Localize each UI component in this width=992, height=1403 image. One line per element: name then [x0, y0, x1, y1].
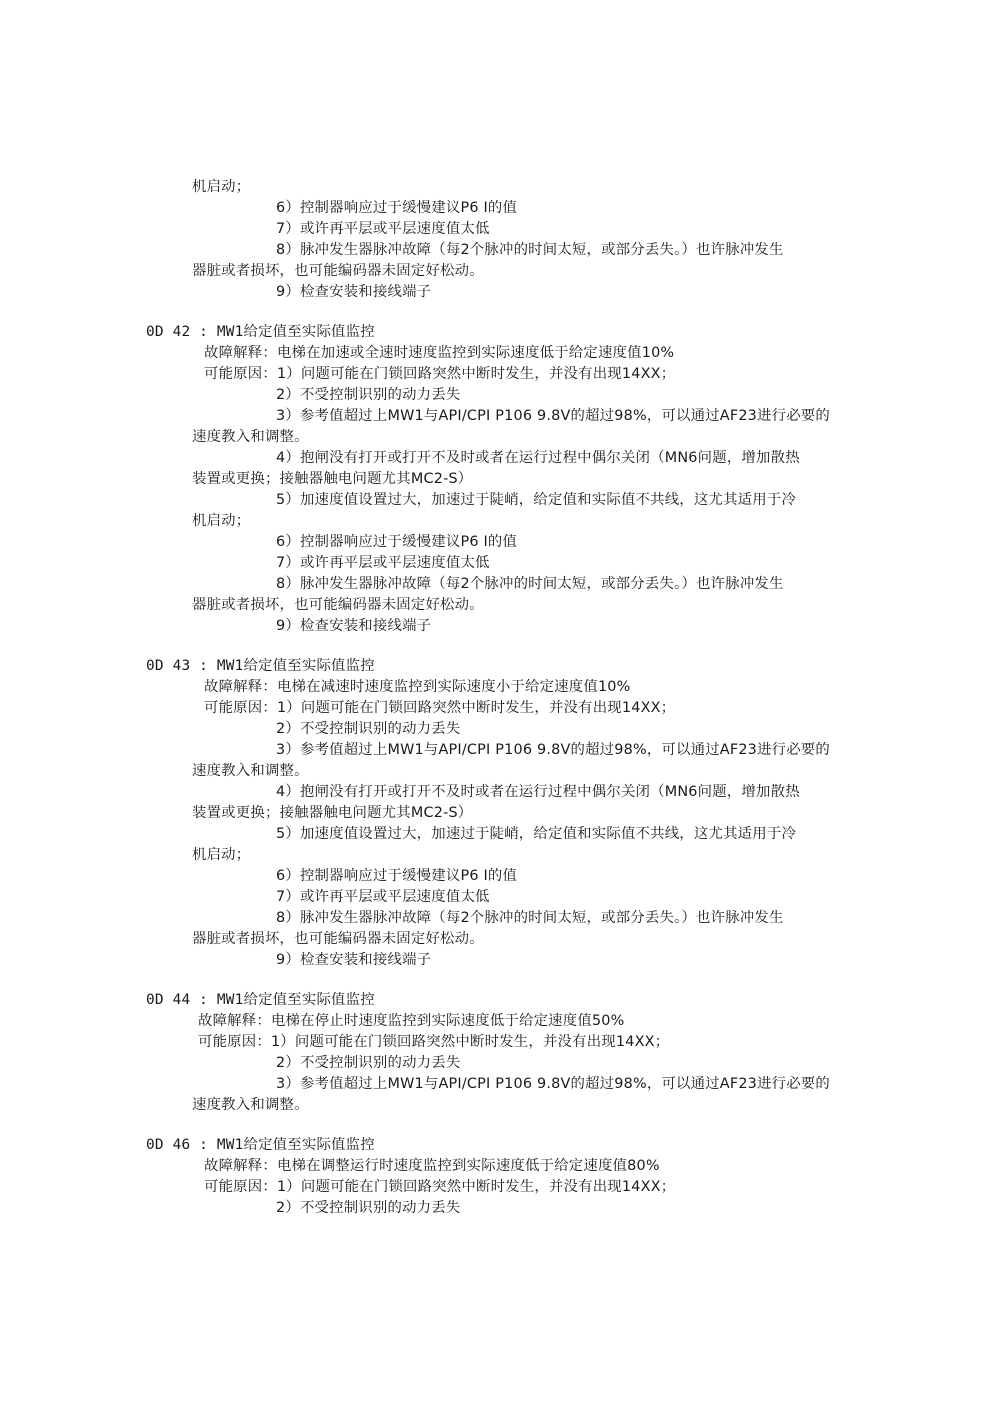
text-line: 故障解释：电梯在加速或全速时速度监控到实际速度低于给定速度值10% [204, 345, 675, 361]
text-line: 8）脉冲发生器脉冲故障（每2个脉冲的时间太短，或部分丢失。）也许脉冲发生 [276, 242, 784, 258]
text-line: 装置或更换；接触器触电问题尤其MC2-S） [192, 471, 473, 487]
text-line: 9）检查安装和接线端子 [276, 952, 432, 968]
text-line: 故障解释：电梯在停止时速度监控到实际速度低于给定速度值50% [198, 1013, 625, 1029]
text-line: 速度教入和调整。 [192, 763, 309, 779]
text-line: 7）或许再平层或平层速度值太低 [276, 555, 490, 571]
section-title: 0D 44 : MW1给定值至实际值监控 [146, 992, 375, 1008]
section-title: 0D 42 : MW1给定值至实际值监控 [146, 324, 375, 340]
text-line: 3）参考值超过上MW1与API/CPI P106 9.8V的超过98%，可以通过AF23进行必要的 [276, 1076, 830, 1092]
section-title: 0D 46 : MW1给定值至实际值监控 [146, 1137, 375, 1153]
text-line: 6）控制器响应过于缓慢建议P6 I的值 [276, 534, 518, 550]
text-line: 故障解释：电梯在减速时速度监控到实际速度小于给定速度值10% [204, 679, 631, 695]
text-line: 4）抱闸没有打开或打开不及时或者在运行过程中偶尔关闭（MN6问题，增加散热 [276, 450, 800, 466]
text-line: 可能原因：1）问题可能在门锁回路突然中断时发生，并没有出现14XX； [204, 1179, 676, 1195]
text-line: 速度教入和调整。 [192, 429, 309, 445]
text-line: 装置或更换；接触器触电问题尤其MC2-S） [192, 805, 473, 821]
text-line: 速度教入和调整。 [192, 1097, 309, 1113]
text-line: 7）或许再平层或平层速度值太低 [276, 889, 490, 905]
text-line: 器脏或者损坏，也可能编码器未固定好松动。 [192, 597, 484, 613]
text-line: 8）脉冲发生器脉冲故障（每2个脉冲的时间太短，或部分丢失。）也许脉冲发生 [276, 910, 784, 926]
text-line: 机启动； [192, 179, 251, 195]
text-line: 2）不受控制识别的动力丢失 [276, 1200, 461, 1216]
text-line: 4）抱闸没有打开或打开不及时或者在运行过程中偶尔关闭（MN6问题，增加散热 [276, 784, 800, 800]
text-line: 器脏或者损坏，也可能编码器未固定好松动。 [192, 263, 484, 279]
text-line: 2）不受控制识别的动力丢失 [276, 721, 461, 737]
section-title: 0D 43 : MW1给定值至实际值监控 [146, 658, 375, 674]
text-line: 机启动； [192, 513, 251, 529]
text-line: 8）脉冲发生器脉冲故障（每2个脉冲的时间太短，或部分丢失。）也许脉冲发生 [276, 576, 784, 592]
text-line: 7）或许再平层或平层速度值太低 [276, 221, 490, 237]
text-line: 故障解释：电梯在调整运行时速度监控到实际速度低于给定速度值80% [204, 1158, 660, 1174]
text-line: 器脏或者损坏，也可能编码器未固定好松动。 [192, 931, 484, 947]
text-line: 9）检查安装和接线端子 [276, 618, 432, 634]
text-line: 5）加速度值设置过大，加速过于陡峭，给定值和实际值不共线，这尤其适用于冷 [276, 826, 797, 842]
text-line: 可能原因：1）问题可能在门锁回路突然中断时发生，并没有出现14XX； [204, 700, 676, 716]
text-line: 5）加速度值设置过大，加速过于陡峭，给定值和实际值不共线，这尤其适用于冷 [276, 492, 797, 508]
text-line: 可能原因：1）问题可能在门锁回路突然中断时发生，并没有出现14XX； [198, 1034, 670, 1050]
text-line: 2）不受控制识别的动力丢失 [276, 387, 461, 403]
text-line: 6）控制器响应过于缓慢建议P6 I的值 [276, 868, 518, 884]
text-line: 9）检查安装和接线端子 [276, 284, 432, 300]
text-line: 可能原因：1）问题可能在门锁回路突然中断时发生，并没有出现14XX； [204, 366, 676, 382]
text-line: 3）参考值超过上MW1与API/CPI P106 9.8V的超过98%，可以通过AF23进行必要的 [276, 742, 830, 758]
text-line: 2）不受控制识别的动力丢失 [276, 1055, 461, 1071]
text-line: 6）控制器响应过于缓慢建议P6 I的值 [276, 200, 518, 216]
text-line: 机启动； [192, 847, 251, 863]
text-line: 3）参考值超过上MW1与API/CPI P106 9.8V的超过98%，可以通过AF23进行必要的 [276, 408, 830, 424]
